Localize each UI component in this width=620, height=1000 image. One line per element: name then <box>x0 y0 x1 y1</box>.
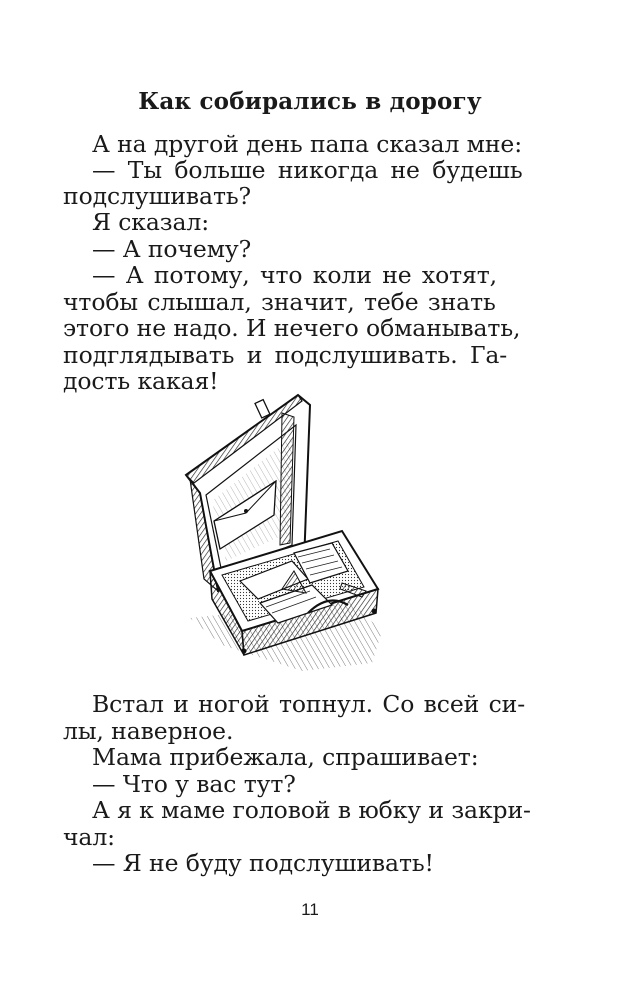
text-line: — Я не буду подслушивать! <box>92 849 434 877</box>
text-line: — А потому, что коли не хотят, <box>92 261 498 289</box>
text-line: Я сказал: <box>92 208 210 236</box>
text-line: дость какая! <box>63 367 219 395</box>
chapter-title: Как собирались в дорогу <box>138 88 482 115</box>
text-line: чал: <box>63 823 115 851</box>
text-line: лы, наверное. <box>63 717 234 745</box>
text-line: Встал и ногой топнул. Со всей си- <box>92 690 526 718</box>
text-line: А на другой день папа сказал мне: <box>92 130 523 158</box>
text-line: Мама прибежала, спрашивает: <box>92 743 479 771</box>
text-line: А я к маме головой в юбку и закри- <box>92 796 531 824</box>
text-line: подглядывать и подслушивать. Га- <box>63 341 508 369</box>
text-line: — Что у вас тут? <box>92 770 296 798</box>
text-line: — Ты больше никогда не будешь <box>92 156 523 184</box>
text-line: подслушивать? <box>63 182 252 210</box>
text-line: этого не надо. И нечего обманывать, <box>63 314 521 342</box>
page-number: 11 <box>301 900 319 919</box>
text-line: чтобы слышал, значит, тебе знать <box>63 288 496 316</box>
text-line: — А почему? <box>92 235 252 263</box>
suitcase-illustration <box>182 393 382 673</box>
